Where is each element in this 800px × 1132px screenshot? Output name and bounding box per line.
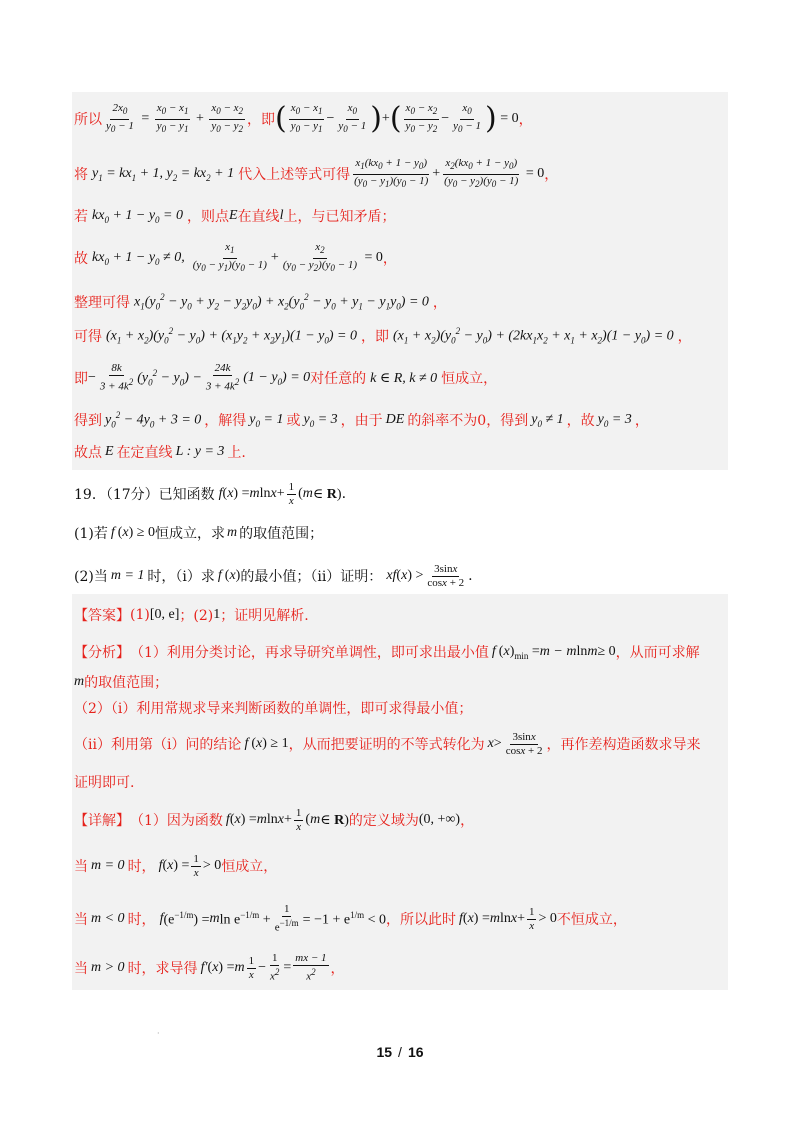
solution-line-9: 故点 E 在定直线 L : y = 3 上. [74, 444, 246, 461]
analysis-line-1: 【分析】 （1）利用分类讨论，再求导研究单调性，即可求出最小值 f ( x )$_{min}$ = m − m ln m ≥ 0 ，从而可求解 [74, 643, 700, 661]
question-part-1: (1)若 f ( x ) ≥ 0 恒成立，求 m 的取值范围； [74, 525, 324, 542]
current-page: 15 [376, 1044, 393, 1060]
scan-mark: · [157, 1029, 160, 1038]
detail-case-2: 当 m < 0 时， f $(e^{-1/m})$ = m $\ln e^{-1/m}$ + $\frac{1}{e^{-1/m}}$ = $-1 + e^{1/m} < 0$ ，所以此时 f ( x ) = m ln x + $\frac{1}{x}$ > 0 不恒成立， [74, 903, 627, 934]
analysis-label: 【分析】 [74, 645, 130, 661]
solution-line-8: 得到 $y_0^2 - 4y_0 + 3 = 0$ ，解得 $y_0 = 1$ 或 $y_0 = 3$ ，由于 DE 的斜率不为0，得到 $y_0 \ne 1$ ，故 $y_0 = 3$ ， [74, 410, 649, 430]
analysis-line-4: （ii）利用第（i）问的结论 f ( x ) ≥ 1 ，从而把要证明的不等式转化为 x > $\frac{3\sin x}{\cos x + 2}$ ，再作差构造函数求导来 [74, 730, 701, 757]
analysis-line-5: 证明即可. [74, 775, 135, 791]
total-pages: 16 [407, 1044, 424, 1060]
solution-line-3: 若 $kx_0 + 1 - y_0 = 0$ ，则点 E 在直线 l 上，与已知矛盾； [74, 207, 396, 225]
page-number [0, 1044, 800, 1060]
text: ，即 [247, 112, 276, 128]
solution-line-1: 所以 $\frac{2x_0}{y_0 - 1}$ = $\frac{x_0 - x_1}{y_0 - y_1}$ + $\frac{x_0 - x_2}{y_0 - y_2}$ ，即 ( $\frac{x_0 - x_1}{y_0 - y_1}$ − $\frac{x_0}{y_0 - 1}$ ) + ( $\frac{x_0 - x_2}{y_0 - y_2}$ − $\frac{x_0}{y_0 - 1}$ ) = 0 ， [74, 101, 533, 136]
question-part-2: (2)当 m = 1 时，（i）求 f ( x ) 的最小值；（ii）证明： xf ( x ) > $\frac{3\sin x}{\cos x + 2}$ . [74, 562, 473, 589]
detail-line-1: 【详解】 （1）因为函数 f ( x ) = m ln x + $\frac{1}{x}$ ( m ∈ R) 的定义域为 (0, +∞) ， [74, 806, 475, 833]
solution-line-5: 整理可得 $x_1(y_0^2 - y_0 + y_2 - y_2y_0) + x_2(y_0^2 - y_0 + y_1 - y_1y_0) = 0$ ， [74, 292, 447, 312]
page-separator: / [398, 1044, 402, 1060]
solution-line-7: 即 − $\frac{8k}{3 + 4k^2}$ $(y_0^2 - y_0)$ − $\frac{24k}{3 + 4k^2}$ $(1 - y_0) = 0$ 对任意的 k ∈ R, k ≠ 0 恒成立， [74, 362, 498, 393]
analysis-line-2: m 的取值范围； [74, 674, 169, 691]
answer-label: 【答案】 [74, 608, 130, 624]
detail-case-1: 当 m = 0 时， f ( x ) = $\frac{1}{x}$ > 0 恒成立， [74, 852, 278, 879]
answer-line: 【答案】 (1) [0, e] ；(2) 1 ；证明见解析. [74, 607, 309, 624]
text: 所以 [74, 112, 102, 128]
question-19: 19．（17分）已知函数 f ( x ) = m ln x + $\frac{1}{x}$ ( m ∈ R) . [74, 480, 347, 507]
detail-label: 【详解】 [74, 813, 130, 829]
solution-line-2: 将 $y_1 = kx_1 + 1$, $y_2 = kx_2 + 1$ 代入上述等式可得 $\frac{x_1(kx_0 + 1 - y_0)}{(y_0 - y_1)(y_0 - 1)}$ + $\frac{x_2(kx_0 + 1 - y_0)}{(y_0 - y_2)(y_0 - 1)}$ = 0 ， [74, 157, 559, 189]
solution-line-4: 故 $kx_0 + 1 - y_0 \ne 0$, $\frac{x_1}{(y_0 - y_1)(y_0 - 1)}$ + $\frac{x_2}{(y_0 - y_2)(y_0 - 1)}$ = 0 ， [74, 241, 397, 273]
formula: $\frac{2x_0}{y_0 - 1}$ [106, 102, 134, 134]
analysis-line-3: （2）（i）利用常规求导来判断函数的单调性，即可求得最小值； [74, 701, 473, 717]
solution-line-6: 可得 $(x_1 + x_2)(y_0^2 - y_0) + (x_1y_2 + x_2y_1)(1 - y_0) = 0$ ，即 $(x_1 + x_2)(y_0^2 - y_0) + (2kx_1x_2 + x_1 + x_2)(1 - y_0) = 0$ ， [74, 326, 692, 346]
detail-case-3: 当 m > 0 时，求导得 f′ ( x ) = m $\frac{1}{x}$ − $\frac{1}{x^2}$ = $\frac{mx - 1}{x^2}$ ， [74, 952, 345, 983]
